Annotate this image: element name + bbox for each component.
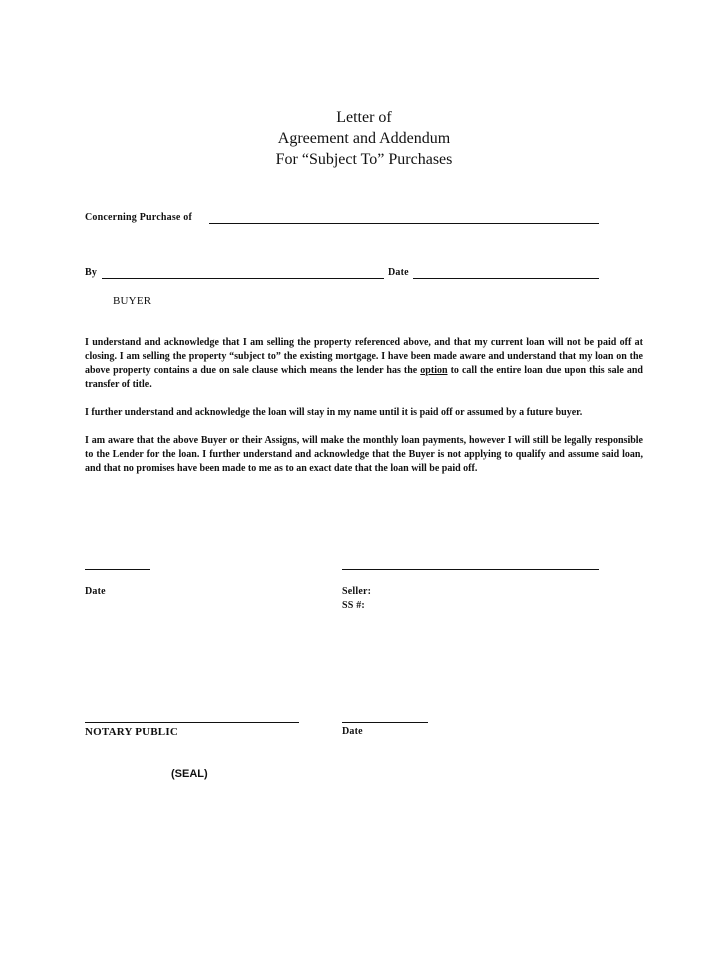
date-line[interactable] [413,278,599,279]
title-line-3: For “Subject To” Purchases [275,151,453,168]
paragraph-3: I am aware that the above Buyer or their Assigns, will make the monthly loan payments, however I will still be legally responsible to the Lender for the loan. I further understand and acknowledge that the Buyer is not applying to qualify and assume said loan, and that no promises have been made to me as to an exact date that the loan will be paid off. [85,435,643,474]
paragraph-1-text-a: I understand and acknowledge that I am selling the property referenced above, and that my current loan will not be paid off at closing. I am selling the property “subject to” the existing mortgage. I have been made aware and understand that my loan on the above property contains a due on sale clause which means the lender has the [85,337,643,376]
date-signature-line[interactable] [85,569,150,570]
notary-public-label: NOTARY PUBLIC [85,726,178,738]
notary-signature-line[interactable] [85,722,299,723]
ss-number-label: SS #: [342,600,365,611]
concerning-purchase-line[interactable] [209,223,599,224]
paragraph-1-text-b: to call the entire loan due upon this sale and transfer of title. [85,365,643,390]
seller-label: Seller: [342,586,372,597]
paragraph-2: I further understand and acknowledge the loan will stay in my name until it is paid off or assumed by a future buyer. [85,407,583,418]
seal-label: (SEAL) [171,768,208,780]
title-line-1: Letter of [336,109,392,126]
by-label: By [85,267,98,278]
date-label: Date [388,267,409,278]
seller-signature-line[interactable] [342,569,599,570]
paragraph-1 [85,336,643,392]
notary-date-line[interactable] [342,722,428,723]
buyer-label: BUYER [113,295,152,307]
concerning-purchase-label: Concerning Purchase of [85,212,192,223]
notary-date-label: Date [342,726,363,737]
option-underlined: option [420,365,448,376]
by-signature-line[interactable] [102,278,384,279]
signature-date-label: Date [85,586,106,597]
title-line-2: Agreement and Addendum [277,130,451,147]
